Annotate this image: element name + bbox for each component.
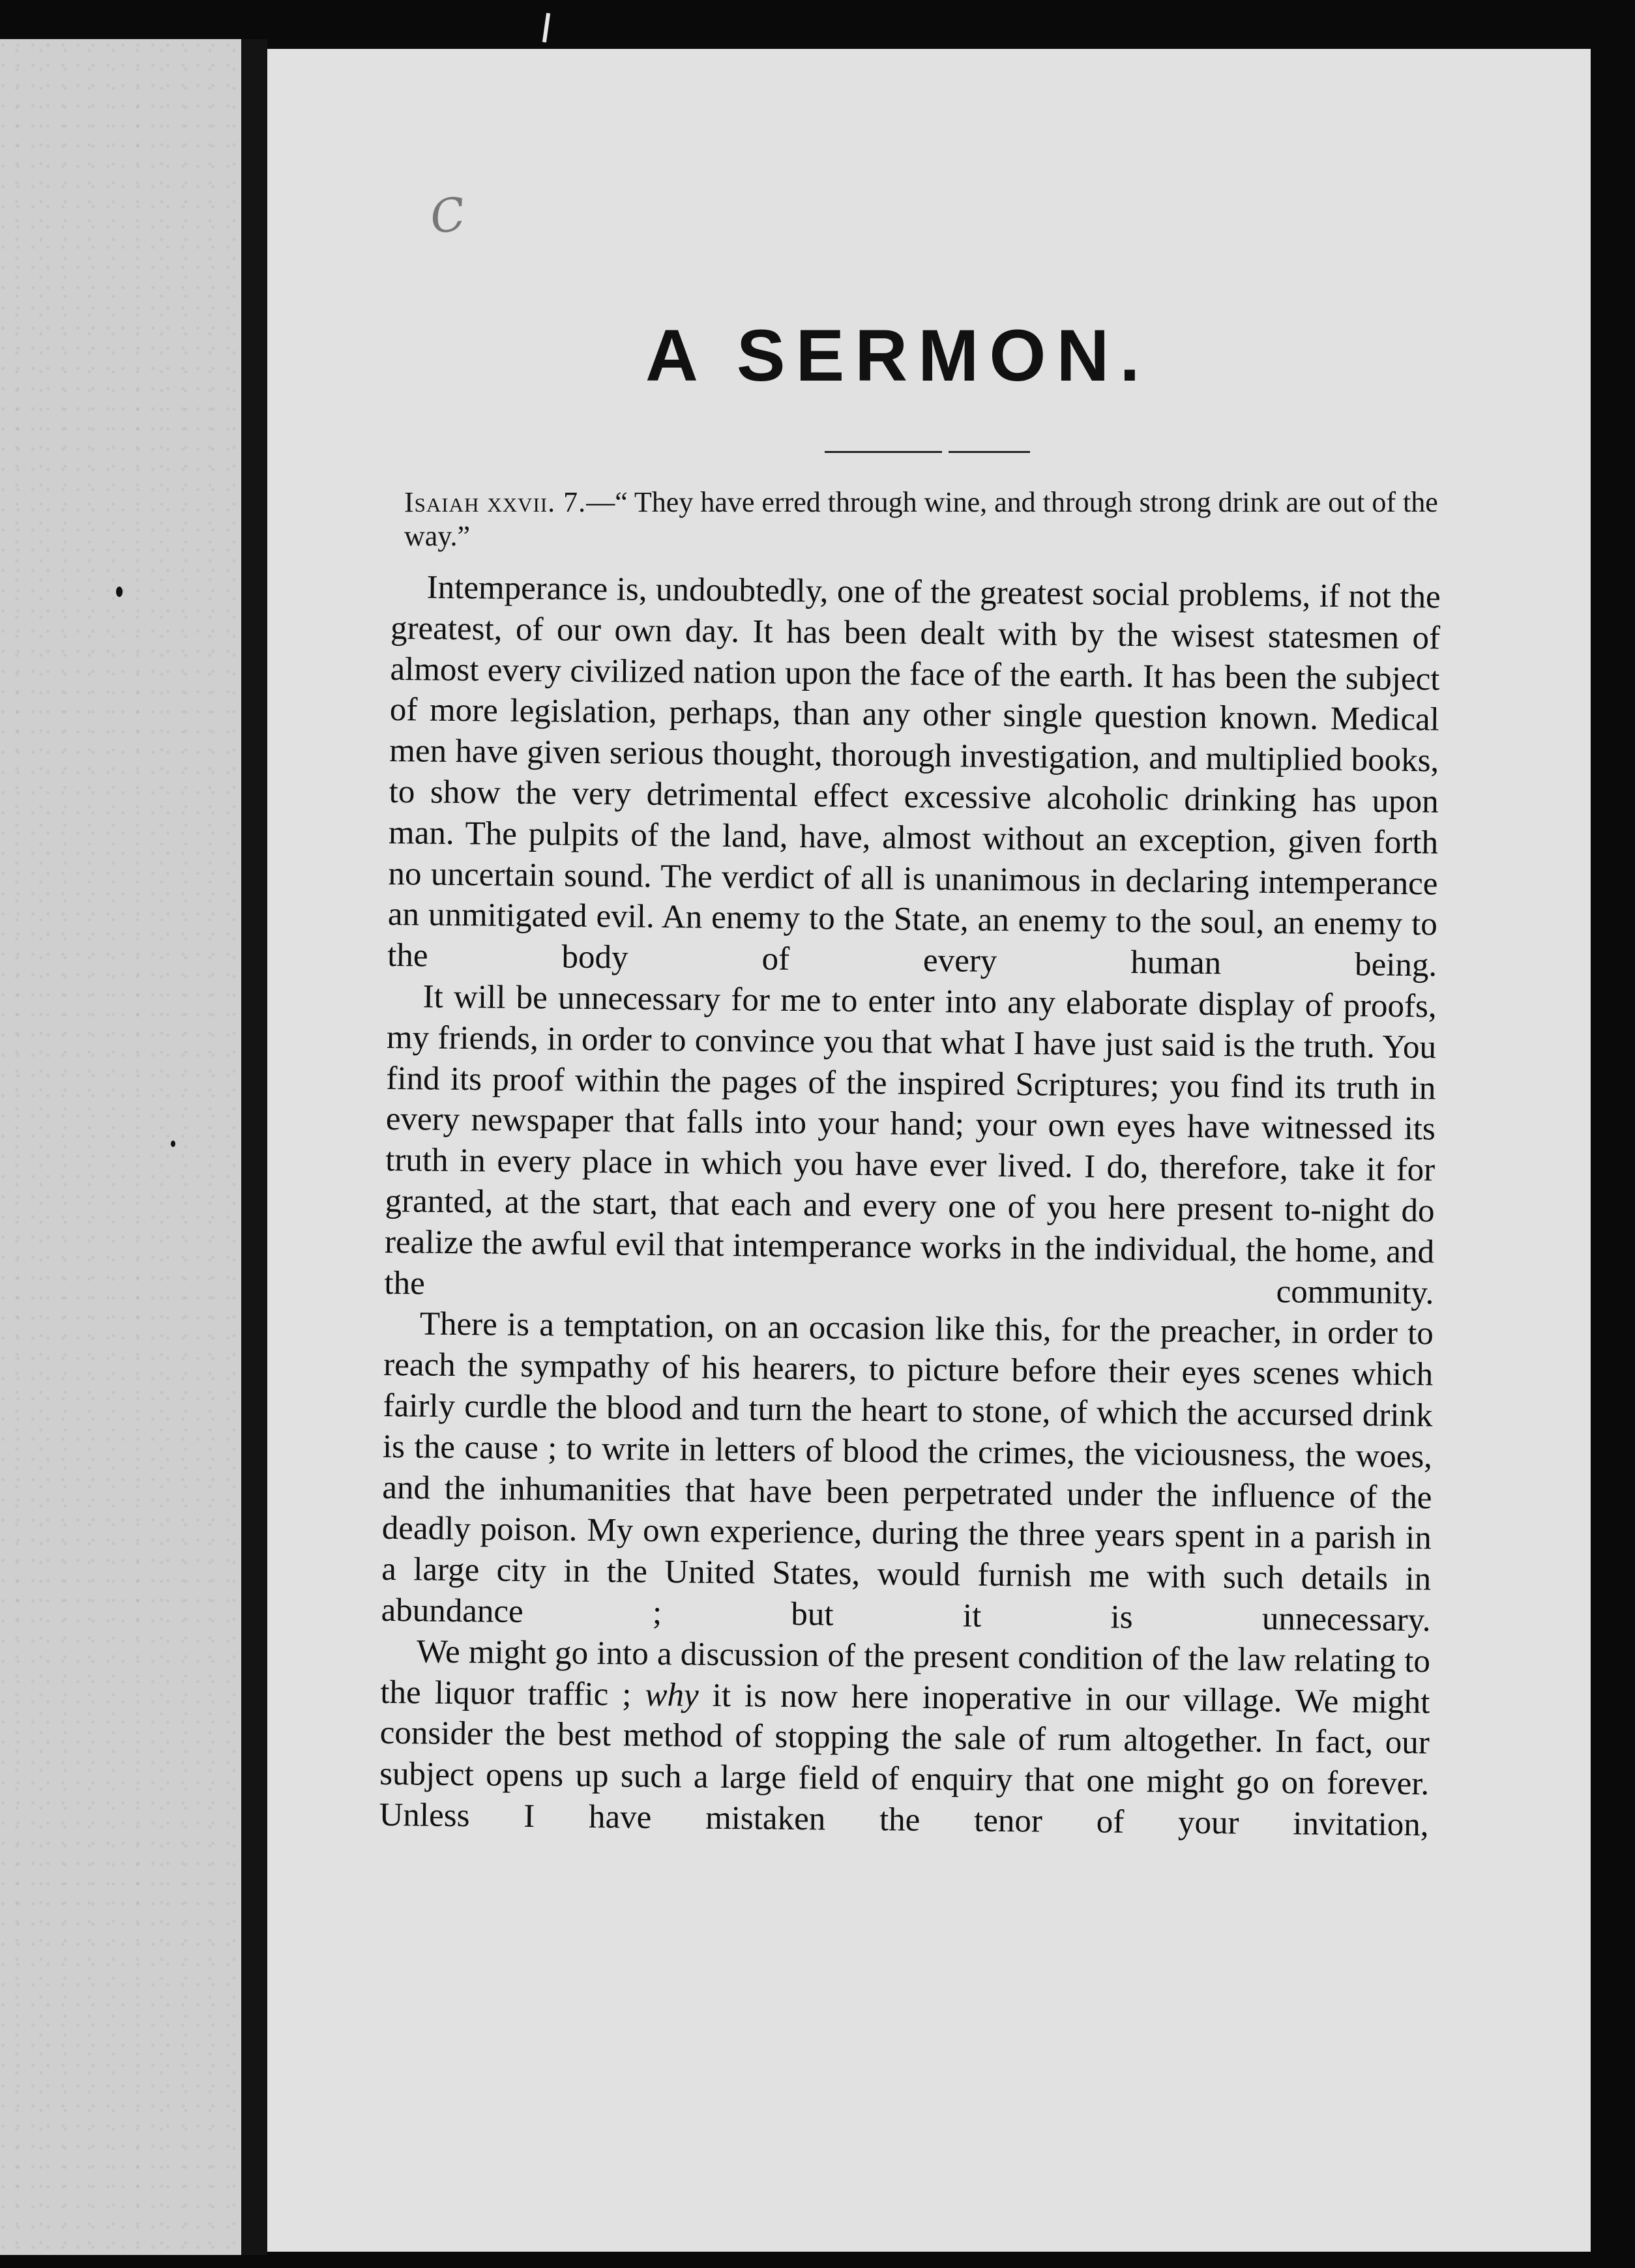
paragraph-text: We might go into a discussion of the present condition of the law relating to the liquor traffic ; bbox=[380, 1633, 1431, 1713]
emphasized-word: why bbox=[645, 1676, 699, 1714]
paragraph: There is a temptation, on an occasion like this, for the preacher, in order to reach the sympathy of his hearers, to picture before their eyes scenes which fairly curdle the blood and turn the heart to stone, of which the accursed drink is the cause ; to write in letters of blood the crimes, the viciousness, the woes, and the inhumanities that have been perpetrated under the influence of the deadly poison. My own experience, during the three years spent in a parish in a large city in the United States, would furnish me with such details in abundance ; but it is unnecessary. bbox=[381, 1305, 1434, 1639]
binding-edge bbox=[241, 39, 267, 2255]
scripture-reference: Isaiah xxvii. 7. bbox=[404, 486, 587, 518]
page-title: A SERMON. bbox=[645, 315, 1151, 396]
scan-speck bbox=[116, 587, 123, 597]
facing-page bbox=[0, 39, 241, 2255]
scan-speck bbox=[171, 1141, 175, 1147]
scripture-epigraph bbox=[404, 486, 1457, 553]
paragraph: Intemperance is, undoubtedly, one of the greatest social problems, if not the greatest, of our own day. It has been dealt with by the wisest statesmen of almost every civilized nation upon the face of the earth. It has been the subject of more legislation, perhaps, than any other single question known. Medical men have given serious thought, thorough investigation, and multiplied books, to show the very detrimental effect excessive alcoholic drinking has upon man. The pulpits of the land, have, almost without an exception, given forth no uncertain sound. The verdict of all is unanimous in declaring intemperance an unmitigated evil. An enemy to the State, an enemy to the soul, an enemy to the body of every human being. bbox=[387, 569, 1441, 984]
scripture-quote: —“ They have erred through wine, and through strong drink are out of the way.” bbox=[404, 486, 1438, 552]
title-divider-left bbox=[825, 451, 942, 453]
paragraph-text: it is now here inoperative in our village. We might consider the best method of stopping the sale of rum altogether. In fact, our subject opens up such a large field of enquiry that one might go on forever. Unless I have mistaken the tenor of your invitation, bbox=[379, 1677, 1430, 1844]
title-divider-right bbox=[949, 451, 1030, 453]
pencil-annotation: C bbox=[426, 186, 469, 245]
paragraph: It will be unnecessary for me to enter into any elaborate display of proofs, my friends, in order to convince you that what I have just said is the truth. You find its proof within the pages of the inspired Scriptures; you find its truth in every newspaper that falls into your hand; your own eyes have witnessed its truth in every place in which you have ever lived. I do, therefore, take it for granted, at the start, that each and every one of you here present to-night do realize the awful evil that intemperance works in the individual, the home, and the community. bbox=[384, 978, 1437, 1311]
paragraph bbox=[379, 1631, 1430, 1846]
sermon-body bbox=[379, 567, 1441, 1846]
